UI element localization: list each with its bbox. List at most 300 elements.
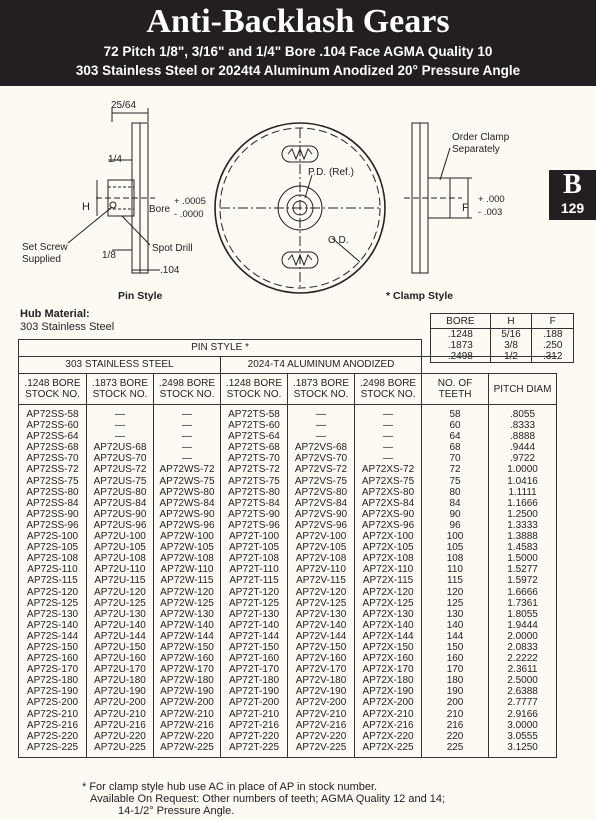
col-header-al-1873: .1873 BORE STOCK NO. [288,374,355,405]
table-cell: .8888 [510,431,536,443]
bore-label: Bore [149,204,171,215]
table-cell: AP72X-220 [362,730,414,742]
col-header-teeth: NO. OF TEETH [422,374,489,405]
col-ss-1248-values [19,405,87,758]
col-ss-1873-values [87,405,154,758]
table-cell: 144 [446,630,464,642]
table-cell: 120 [446,586,464,598]
table-cell: 2.5000 [507,675,538,687]
table-cell: .188 [542,329,563,340]
table-cell: AP72S-225 [26,741,79,753]
table-cell: AP72SS-90 [26,508,79,520]
table-cell: 1.2500 [507,508,538,520]
pin-style-header: PIN STYLE * [19,340,422,357]
table-cell: AP72V-110 [296,564,346,576]
table-cell: AP72W-190 [160,686,214,698]
col-header-ss-1873: .1873 BORE STOCK NO. [87,374,154,405]
table-cell: AP72V-140 [295,619,347,631]
set-screw-icon [110,202,116,208]
table-cell: AP72U-120 [94,586,146,598]
table-cell: AP72X-130 [362,608,414,620]
h-label: H [82,201,90,213]
table-cell: — [182,442,192,454]
table-cell: AP72W-220 [160,730,214,742]
table-cell: 180 [446,675,464,687]
col-al-2498-values [355,405,422,758]
material-group-row [19,357,557,374]
table-cell: 220 [446,730,464,742]
table-cell: AP72W-180 [160,675,214,687]
table-cell: .250 [542,340,563,352]
page-title: Anti-Backlash Gears [146,3,450,40]
table-cell: AP72V-125 [295,597,347,609]
group-aluminum-header: 2024-T4 ALUMINUM ANODIZED [221,357,422,374]
table-cell: AP72X-120 [362,586,414,598]
table-cell: AP72SS-60 [26,420,79,432]
table-cell: AP72VS-80 [294,486,348,498]
table-cell: AP72W-170 [160,664,214,676]
set-screw-label-2: Supplied [22,254,61,265]
table-cell: 3.1250 [507,741,538,753]
table-cell: AP72V-225 [295,741,347,753]
footnote [82,781,582,817]
set-screw-label-1: Set Screw [22,242,68,253]
table-cell: 2.0000 [507,630,538,642]
table-cell: AP72W-150 [160,641,214,653]
table-cell: 125 [446,597,464,609]
table-cell: AP72V-216 [295,719,347,731]
table-cell: .8333 [510,420,536,432]
table-cell: AP72S-160 [26,653,79,665]
table-cell: AP72W-110 [160,564,214,576]
table-cell: — [182,431,192,443]
table-cell: 2.7777 [507,697,538,709]
table-cell: 1.9444 [507,619,538,631]
table-cell: AP72VS-70 [294,453,348,465]
table-cell: AP72T-225 [228,741,280,753]
table-cell: — [316,409,326,420]
dim-hub-label: 1/4 [108,154,122,165]
table-cell: AP72S-200 [26,697,79,709]
col-pitch-diam-values [489,405,557,758]
table-cell: AP72U-100 [94,531,146,543]
table-cell: AP72TS-84 [228,497,280,509]
table-cell: AP72V-100 [295,531,347,543]
table-cell: AP72WS-84 [159,497,215,509]
table-cell: AP72U-170 [94,664,146,676]
table-cell: AP72W-160 [160,653,214,665]
table-cell: — [383,453,394,465]
table-cell: 140 [446,619,464,631]
table-cell: AP72SS-68 [26,442,79,454]
table-cell: AP72SS-64 [26,431,79,443]
table-cell: — [383,442,394,454]
table-cell: AP72U-110 [94,564,146,576]
table-cell: AP72S-190 [26,686,79,698]
table-cell: 1.5000 [507,553,538,565]
table-cell: 110 [447,564,463,576]
col-teeth-values [422,405,489,758]
table-cell: AP72T-216 [228,719,280,731]
bore-tol-plus: + .0005 [174,196,206,207]
table-cell: .1248 [447,329,473,340]
table-cell: AP72SS-70 [26,453,79,465]
table-cell: AP72V-220 [295,730,347,742]
table-cell: AP72TS-58 [228,409,280,420]
table-cell: AP72X-170 [362,664,414,676]
col-header-pitch-diam: PITCH DIAM [489,374,557,405]
table-cell: — [316,420,326,432]
table-cell: AP72W-115 [160,575,214,587]
table-cell: AP72S-110 [27,564,78,576]
table-cell: 60 [449,420,461,432]
table-cell: AP72TS-75 [228,475,280,487]
table-cell: AP72X-160 [362,653,414,665]
table-cell: AP72VS-72 [294,464,348,476]
table-cell: AP72T-150 [228,641,280,653]
table-cell: AP72W-216 [160,719,214,731]
stock-number-table [18,339,557,758]
table-cell: AP72V-105 [295,542,347,554]
table-cell: 2.6388 [507,686,538,698]
table-cell: AP72TS-68 [228,442,280,454]
clamp-style-caption: * Clamp Style [386,290,454,302]
table-cell: AP72US-80 [93,486,147,498]
header-banner [0,0,596,86]
table-cell: AP72X-225 [362,741,414,753]
table-cell: AP72V-160 [295,653,347,665]
table-cell: AP72T-100 [228,531,280,543]
table-cell: AP72W-130 [160,608,214,620]
table-cell: AP72US-84 [93,497,147,509]
table-cell: .1873 [447,340,473,352]
table-cell: AP72T-190 [228,686,280,698]
table-cell: AP72X-108 [362,553,414,565]
table-cell: AP72W-125 [160,597,214,609]
table-cell: 68 [449,442,461,454]
bore-tol-minus: - .0000 [174,209,204,220]
table-cell: AP72SS-72 [26,464,79,476]
table-cell: AP72TS-90 [228,508,280,520]
table-cell: 170 [446,664,464,676]
table-cell: 80 [449,486,461,498]
table-cell: 3.0555 [507,730,538,742]
table-cell: AP72US-72 [93,464,147,476]
table-cell: AP72TS-80 [228,486,280,498]
table-cell: AP72VS-68 [294,442,348,454]
table-cell: AP72US-90 [93,508,147,520]
footnote-line-3: 14-1/2° Pressure Angle. [118,805,235,817]
table-cell: AP72X-190 [362,686,414,698]
table-cell: AP72W-144 [160,630,214,642]
table-cell: AP72T-115 [229,575,279,587]
table-cell: AP72X-144 [362,630,414,642]
table-cell: AP72S-108 [26,553,79,565]
table-cell: AP72U-200 [94,697,146,709]
table-cell: — [383,431,394,443]
blank-header-cell [422,340,557,357]
table-cell: 64 [449,431,461,443]
table-cell: AP72T-108 [228,553,280,565]
table-cell: — [115,409,125,420]
col-header-al-1248: .1248 BORE STOCK NO. [221,374,288,405]
table-cell: 100 [446,531,464,543]
dim-width-label: 25/64 [111,100,137,111]
col-header-al-2498: .2498 BORE STOCK NO. [355,374,422,405]
table-cell: AP72W-100 [160,531,214,543]
table-cell: AP72T-130 [228,608,280,620]
h-header: H [490,314,532,329]
table-cell: AP72X-210 [362,708,414,720]
table-cell: AP72XS-80 [361,486,415,498]
technical-drawing [0,90,596,305]
spec-line-1: 72 Pitch 1/8", 3/16" and 1/4" Bore .104 Face AGMA Quality 10 [103,44,493,59]
table-cell: AP72V-120 [295,586,347,598]
table-cell: AP72TS-64 [228,431,280,443]
table-cell: AP72S-216 [26,719,79,731]
table-cell: AP72U-115 [94,575,146,587]
table-cell: AP72SS-96 [26,519,79,531]
table-cell: AP72T-110 [229,564,279,576]
table-cell: AP72S-150 [26,641,79,653]
table-cell: AP72X-180 [362,675,414,687]
table-cell: AP72W-210 [160,708,214,720]
table-cell: AP72V-170 [295,664,347,676]
table-cell: 1/2 [504,351,518,363]
col-ss-2498-values [154,405,221,758]
table-cell: AP72X-100 [362,531,414,543]
table-cell: 2.2222 [507,653,538,665]
table-cell: AP72X-200 [362,697,414,709]
table-cell: AP72V-180 [295,675,347,687]
table-cell: 115 [447,575,463,587]
table-cell: AP72W-140 [160,619,214,631]
section-tab-page: 129 [560,200,585,216]
table-cell: AP72T-180 [228,675,280,687]
table-cell: — [182,420,192,432]
table-cell: — [316,431,326,443]
col-al-1248-values [221,405,288,758]
table-cell: 3/8 [504,340,518,352]
pin-style-caption: Pin Style [118,290,163,302]
footnote-line-1: * For clamp style hub use AC in place of AP in stock number. [82,781,378,793]
table-cell: 84 [449,497,461,509]
table-cell: AP72X-125 [362,597,414,609]
table-cell: AP72W-120 [160,586,214,598]
table-cell: 72 [449,464,461,476]
table-cell: AP72S-120 [26,586,79,598]
table-cell: AP72S-125 [26,597,79,609]
table-cell: AP72V-115 [296,575,346,587]
table-cell: AP72U-130 [94,608,146,620]
table-cell: 1.5277 [507,564,538,576]
table-cell: AP72X-105 [362,542,414,554]
order-clamp-label-1: Order Clamp [452,132,510,143]
gear-front-drawing [215,123,385,293]
table-cell: AP72U-180 [94,675,146,687]
table-cell: 1.8055 [507,608,538,620]
table-cell: .9444 [510,442,536,454]
table-cell: AP72U-125 [94,597,146,609]
table-cell: 2.3611 [507,664,538,676]
bore-table-header-row [431,314,574,329]
col-header-ss-2498: .2498 BORE STOCK NO. [154,374,221,405]
table-cell: AP72US-96 [93,519,147,531]
table-cell: AP72W-108 [160,553,214,565]
table-cell: AP72U-140 [94,619,146,631]
table-cell: 3.0000 [507,719,538,731]
table-cell: AP72TS-72 [228,464,280,476]
pd-label: P.D. (Ref.) [308,167,354,178]
f-tol-minus: - .003 [478,207,503,218]
table-cell: AP72U-108 [94,553,146,565]
table-cell: 200 [446,697,464,709]
table-cell: AP72TS-60 [228,420,280,432]
table-cell: 130 [446,608,464,620]
table-cell: AP72WS-80 [159,486,215,498]
table-cell: 1.0416 [507,475,538,487]
table-cell: AP72S-170 [26,664,79,676]
table-cell: AP72SS-58 [26,409,79,420]
table-cell: — [182,409,192,420]
footnote-line-2: Available On Request: Other numbers of teeth; AGMA Quality 12 and 14; [90,793,446,805]
table-cell: AP72U-210 [94,708,146,720]
table-cell: AP72WS-90 [159,508,215,520]
f-tol-plus: + .000 [478,194,505,205]
table-cell: AP72U-150 [94,641,146,653]
section-tab-letter: B [563,169,582,200]
table-cell: AP72TS-96 [228,519,280,531]
order-clamp-label-2: Separately [452,144,500,155]
table-cell: AP72V-130 [295,608,347,620]
table-cell: AP72S-130 [26,608,79,620]
table-cell: — [383,420,394,432]
table-cell: AP72S-220 [26,730,79,742]
table-cell: AP72US-75 [93,475,147,487]
table-cell: AP72VS-84 [294,497,348,509]
table-cell: 160 [446,653,464,665]
table-cell: 108 [446,553,464,565]
pin-style-drawing [68,108,160,273]
table-cell: AP72XS-90 [361,508,415,520]
table-cell: 225 [446,741,464,753]
table-cell: AP72VS-90 [294,508,348,520]
table-cell: AP72U-216 [94,719,146,731]
hub-body [108,180,134,216]
spot-drill-leader [122,216,150,245]
table-cell: AP72U-190 [94,686,146,698]
table-cell: — [383,409,394,420]
table-cell: AP72U-220 [94,730,146,742]
table-cell: AP72T-170 [228,664,280,676]
table-cell: .8055 [510,409,536,420]
table-cell: 1.7361 [507,597,538,609]
table-cell: AP72V-210 [295,708,347,720]
table-cell: 1.6666 [507,586,538,598]
table-cell: AP72V-190 [295,686,347,698]
table-cell: AP72V-144 [295,630,347,642]
group-stainless-header: 303 STAINLESS STEEL [19,357,221,374]
table-cell: AP72T-160 [228,653,280,665]
table-cell: AP72S-105 [26,542,79,554]
table-cell: AP72SS-84 [26,497,79,509]
dim-eighth-label: 1/8 [102,250,116,261]
table-cell: 150 [446,641,464,653]
table-cell: AP72W-200 [160,697,214,709]
pin-style-row [19,340,557,357]
table-cell: AP72S-144 [26,630,79,642]
table-cell: AP72US-68 [93,442,147,454]
table-cell: AP72SS-75 [26,475,79,487]
table-cell: 58 [449,409,461,420]
spec-line-2: 303 Stainless Steel or 2024t4 Aluminum Anodized 20° Pressure Angle [75,63,521,78]
table-cell: AP72W-225 [160,741,214,753]
table-cell: 2.0833 [507,641,538,653]
f-label: F [462,202,469,214]
table-cell: AP72S-180 [26,675,79,687]
table-cell: 2.9166 [507,708,538,720]
table-cell: AP72XS-72 [361,464,415,476]
f-header: F [532,314,574,329]
table-cell: AP72S-210 [26,708,79,720]
table-cell: AP72WS-72 [159,464,215,476]
table-cell: 1.1666 [507,497,538,509]
hub-material-label: Hub Material: [20,308,90,320]
table-cell: 75 [449,475,461,487]
table-cell: AP72T-120 [228,586,280,598]
table-cell: AP72T-220 [228,730,280,742]
stock-data-row [19,405,557,758]
table-cell: 1.4583 [507,542,538,554]
table-cell: AP72T-125 [228,597,280,609]
od-label: O.D. [328,235,349,246]
table-cell: AP72U-144 [94,630,146,642]
table-cell: AP72T-210 [228,708,280,720]
table-cell: AP72U-160 [94,653,146,665]
table-cell: .2498 [447,351,473,363]
table-cell: 1.0000 [507,464,538,476]
table-cell: AP72X-110 [362,564,414,576]
table-cell: 105 [446,542,464,554]
table-cell: 216 [446,719,464,731]
table-cell: AP72T-144 [228,630,280,642]
table-cell: — [115,431,125,443]
table-cell: AP72V-108 [295,553,347,565]
table-cell: AP72U-225 [94,741,146,753]
table-cell: 96 [449,519,461,531]
set-screw-leader [68,207,112,243]
table-cell: AP72WS-75 [159,475,215,487]
table-cell: AP72VS-75 [294,475,348,487]
table-cell: AP72X-150 [362,641,414,653]
table-cell: .312 [542,351,563,363]
table-cell: AP72X-140 [362,619,414,631]
table-cell: 5/16 [501,329,521,340]
table-cell: AP72T-140 [228,619,280,631]
table-cell: AP72WS-96 [159,519,215,531]
dim-face-label: .104 [160,265,180,276]
table-cell: 1.3888 [507,531,538,543]
table-cell: 1.3333 [507,519,538,531]
table-cell: 90 [449,508,461,520]
spot-drill-label: Spot Drill [152,243,193,254]
table-cell: AP72XS-96 [361,519,415,531]
table-cell: AP72SS-80 [26,486,79,498]
table-cell: AP72VS-96 [294,519,348,531]
table-cell: 1.5972 [507,575,538,587]
hub-material-value: 303 Stainless Steel [20,321,115,333]
table-cell: AP72U-105 [94,542,146,554]
